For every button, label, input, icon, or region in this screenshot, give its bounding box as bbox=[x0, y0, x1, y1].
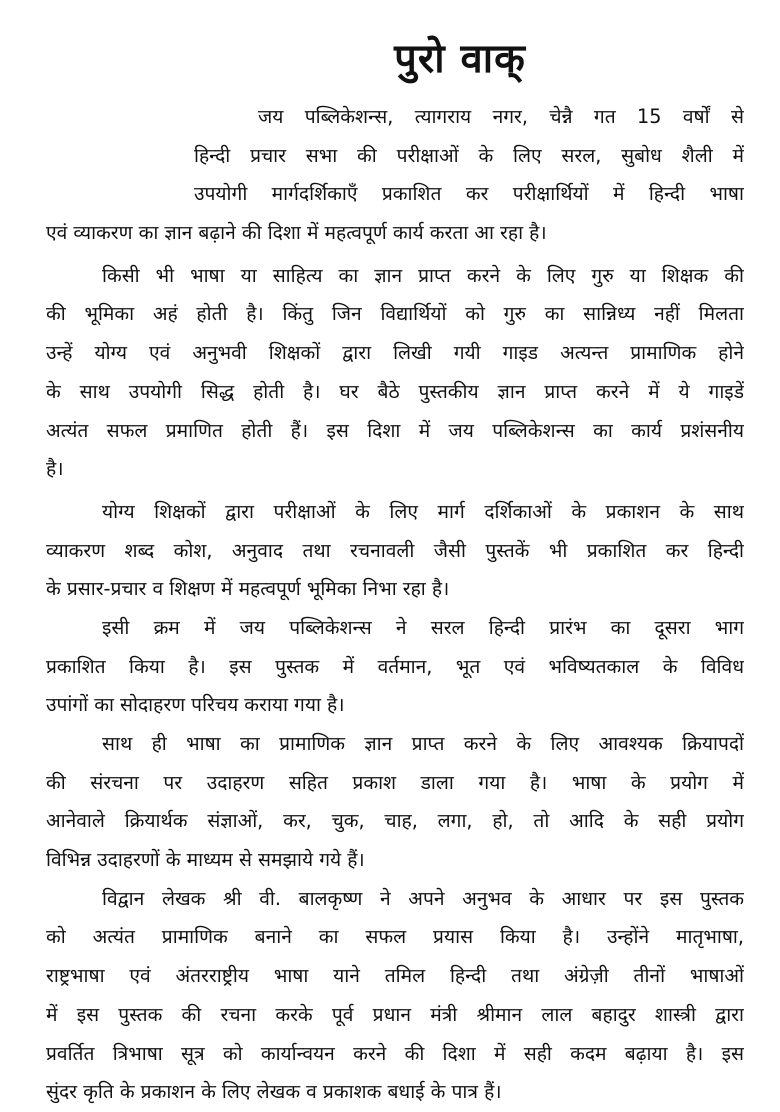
text-line: के साथ उपयोगी सिद्ध होती है। घर बैठे पुस्तकीय ज्ञान प्राप्त करने में ये गाइडें bbox=[46, 379, 744, 403]
page-title: पुरो वाक् bbox=[394, 36, 526, 82]
text-line: हिन्दी प्रचार सभा की परीक्षाओं के लिए सरल, सुबोध शैली में bbox=[194, 143, 744, 167]
text-line: है। bbox=[46, 457, 64, 481]
text-line: प्रकाशित किया है। इस पुस्तक में वर्तमान, भूत एवं भविष्यतकाल के विविध bbox=[46, 654, 744, 678]
text-line: की संरचना पर उदाहरण सहित प्रकाश डाला गया है। भाषा के प्रयोग में bbox=[46, 770, 744, 794]
preface-body bbox=[46, 98, 744, 1112]
text-line: अत्यंत सफल प्रमाणित होती हैं। इस दिशा में जय पब्लिकेशन्स का कार्य प्रशंसनीय bbox=[46, 418, 744, 442]
text-line: को अत्यंत प्रामाणिक बनाने का सफल प्रयास किया है। उन्होंने मातृभाषा, bbox=[46, 925, 744, 949]
text-line: आनेवाले क्रियार्थक संज्ञाओं, कर, चुक, चाह, लगा, हो, तो आदि के सही प्रयोग bbox=[46, 809, 744, 833]
text-line: इसी क्रम में जय पब्लिकेशन्स ने सरल हिन्दी प्रारंभ का दूसरा भाग bbox=[102, 615, 744, 639]
text-line: जय पब्लिकेशन्स, त्यागराय नगर, चेन्नै गत 15 वर्षों से bbox=[258, 105, 744, 128]
text-line: किसी भी भाषा या साहित्य का ज्ञान प्राप्त करने के लिए गुरु या शिक्षक की bbox=[102, 263, 744, 287]
text-line: के प्रसार-प्रचार व शिक्षण में महत्वपूर्ण भूमिका निभा रहा है। bbox=[46, 577, 450, 601]
text-line: सुंदर कृति के प्रकाशन के लिए लेखक व प्रकाशक बधाई के पात्र हैं। bbox=[46, 1080, 502, 1104]
text-line: राष्ट्रभाषा एवं अंतरराष्ट्रीय भाषा याने तमिल हिन्दी तथा अंग्रेज़ी तीनों भाषाओं bbox=[46, 964, 744, 988]
text-line: व्याकरण शब्द कोश, अनुवाद तथा रचनावली जैसी पुस्तकें भी प्रकाशित कर हिन्दी bbox=[46, 538, 744, 562]
text-line: एवं व्याकरण का ज्ञान बढ़ाने की दिशा में महत्वपूर्ण कार्य करता आ रहा है। bbox=[46, 221, 547, 245]
text-line: साथ ही भाषा का प्रामाणिक ज्ञान प्राप्त करने के लिए आवश्यक क्रियापदों bbox=[102, 732, 744, 755]
text-line: उपांगों का सोदाहरण परिचय कराया गया है। bbox=[46, 693, 345, 717]
text-line: प्रवर्तित त्रिभाषा सूत्र को कार्यान्वयन करने की दिशा में सही कदम बढ़ाया है। इस bbox=[46, 1041, 744, 1065]
text-line: विद्वान लेखक श्री वी. बालकृष्ण ने अपने अनुभव के आधार पर इस पुस्तक bbox=[102, 886, 744, 910]
text-line: की भूमिका अहं होती है। किंतु जिन विद्यार्थियों को गुरु का सान्निध्य नहीं मिलता bbox=[46, 302, 744, 326]
text-line: उन्हें योग्य एवं अनुभवी शिक्षकों द्वारा लिखी गयी गाइड अत्यन्त प्रामाणिक होने bbox=[46, 341, 744, 365]
text-line: योग्य शिक्षकों द्वारा परीक्षाओं के लिए मार्ग दर्शिकाओं के प्रकाशन के साथ bbox=[102, 499, 744, 523]
text-line: विभिन्न उदाहरणों के माध्यम से समझाये गये हैं। bbox=[46, 848, 365, 872]
text-line: उपयोगी मार्गदर्शिकाएँ प्रकाशित कर परीक्षार्थियों में हिन्दी भाषा bbox=[194, 182, 744, 206]
text-line: में इस पुस्तक की रचना करके पूर्व प्रधान मंत्री श्रीमान लाल बहादुर शास्त्री द्वारा bbox=[46, 1002, 744, 1026]
